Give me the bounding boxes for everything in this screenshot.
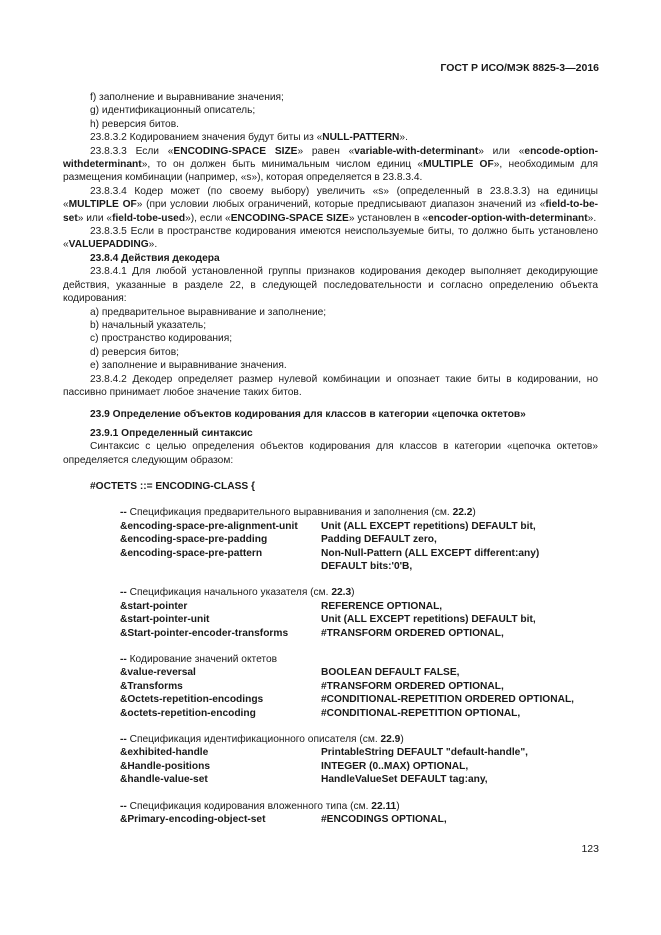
paragraph-23-8-3-5: 23.8.3.5 Если в пространстве кодирования имеются неиспользуемые биты, то должно быть установлено «VALUEPADDING». [63, 226, 598, 251]
paragraph-23-8-3-4: 23.8.3.4 Кодер может (по своему выбору) увеличить «s» (определенный в 23.8.3.3) на единицы «MULTIPLE OF» (при условии любых ограничений, которые предписывают диапазон значений из «field-to-be-set» или «field-tobe-used»), если «ENCODING-SPACE SIZE» установлен в «encoder-option-with-determinant». [63, 185, 598, 224]
section-heading-23-8-4: 23.8.4 Действия декодера [90, 252, 220, 264]
section-heading-23-9: 23.9 Определение объектов кодирования для классов в категории «цепочка октетов» [90, 409, 526, 421]
paragraph-23-8-4-1: 23.8.4.1 Для любой установленной группы признаков кодирования декодер выполняет декодирующие действия, указанные в разделе 22, в следующей последовательности и согласно определению объекта кодирования: [63, 266, 598, 305]
code-row: &start-pointer-unit Unit (ALL EXCEPT repetitions) DEFAULT bit, [120, 614, 536, 626]
page-number: 123 [581, 843, 599, 855]
code-comment: -- Спецификация кодирования вложенного типа (см. 22.11) [120, 800, 400, 812]
code-class-declaration: #OCTETS ::= ENCODING-CLASS { [90, 480, 255, 492]
code-comment: -- Кодирование значений октетов [120, 654, 278, 666]
paragraph-23-8-4-2: 23.8.4.2 Декодер определяет размер нулевой комбинации и опознает такие биты в кодировании, но пассивно принимает любое значение таких битов. [63, 373, 598, 398]
code-comment: -- Спецификация предварительного выравнивания и заполнения (см. 22.2) [120, 507, 476, 519]
code-row: &Handle-positions INTEGER (0..MAX) OPTIONAL, [120, 760, 469, 772]
code-row: &Start-pointer-encoder-transforms #TRANSFORM ORDERED OPTIONAL, [120, 627, 504, 639]
paragraph-23-8-3-2: 23.8.3.2 Кодированием значения будут биты из «NULL-PATTERN». [90, 132, 408, 144]
list-item: c) пространство кодирования; [90, 333, 233, 345]
code-row: &handle-value-set HandleValueSet DEFAULT tag:any, [120, 774, 488, 786]
code-row: &encoding-space-pre-padding Padding DEFAULT zero, [120, 534, 437, 546]
paragraph-23-8-3-3: 23.8.3.3 Если «ENCODING-SPACE SIZE» равен «variable-with-determinant» или «encode-option-withdeterminant», то он должен быть минимальным числом единиц «MULTIPLE OF», необходимым для размещения комбинации (например, «s»), которая определяется в 23.8.3.4. [63, 145, 599, 184]
code-row: &encoding-space-pre-alignment-unit Unit (ALL EXCEPT repetitions) DEFAULT bit, [120, 520, 536, 532]
code-row: &octets-repetition-encoding #CONDITIONAL-REPETITION OPTIONAL, [120, 707, 521, 719]
code-comment: -- Спецификация начального указателя (см. 22.3) [120, 587, 355, 599]
page-content [63, 91, 598, 827]
list-item: b) начальный указатель; [90, 319, 207, 331]
list-item: g) идентификационный описатель; [90, 105, 256, 117]
code-row: &value-reversal BOOLEAN DEFAULT FALSE, [120, 667, 460, 679]
code-row: &Transforms #TRANSFORM ORDERED OPTIONAL, [120, 680, 504, 692]
paragraph-syntax-intro: Синтаксис с целью определения объектов кодирования для классов в категории «цепочка октетов» определяется следующим образом: [63, 441, 598, 466]
list-item: d) реверсия битов; [90, 346, 179, 358]
code-row: &Primary-encoding-object-set #ENCODINGS OPTIONAL, [120, 814, 447, 826]
document-header: ГОСТ Р ИСО/МЭК 8825-3—2016 [440, 62, 599, 74]
code-row: &encoding-space-pre-pattern Non-Null-Pattern (ALL EXCEPT different:any) [120, 547, 540, 559]
list-item: e) заполнение и выравнивание значения. [90, 360, 287, 372]
code-row: DEFAULT bits:'0'B, [321, 561, 413, 572]
section-heading-23-9-1: 23.9.1 Определенный синтаксис [90, 427, 253, 439]
code-row: &start-pointer REFERENCE OPTIONAL, [120, 600, 443, 612]
list-item: f) заполнение и выравнивание значения; [90, 92, 284, 103]
code-row: &Octets-repetition-encodings #CONDITIONAL-REPETITION ORDERED OPTIONAL, [120, 694, 574, 706]
code-comment: -- Спецификация идентификационного описателя (см. 22.9) [120, 734, 404, 746]
list-item: h) реверсия битов. [90, 118, 179, 130]
list-item: a) предварительное выравнивание и заполнение; [90, 306, 327, 318]
code-row: &exhibited-handle PrintableString DEFAULT "default-handle", [120, 747, 529, 759]
code-block [63, 506, 598, 826]
